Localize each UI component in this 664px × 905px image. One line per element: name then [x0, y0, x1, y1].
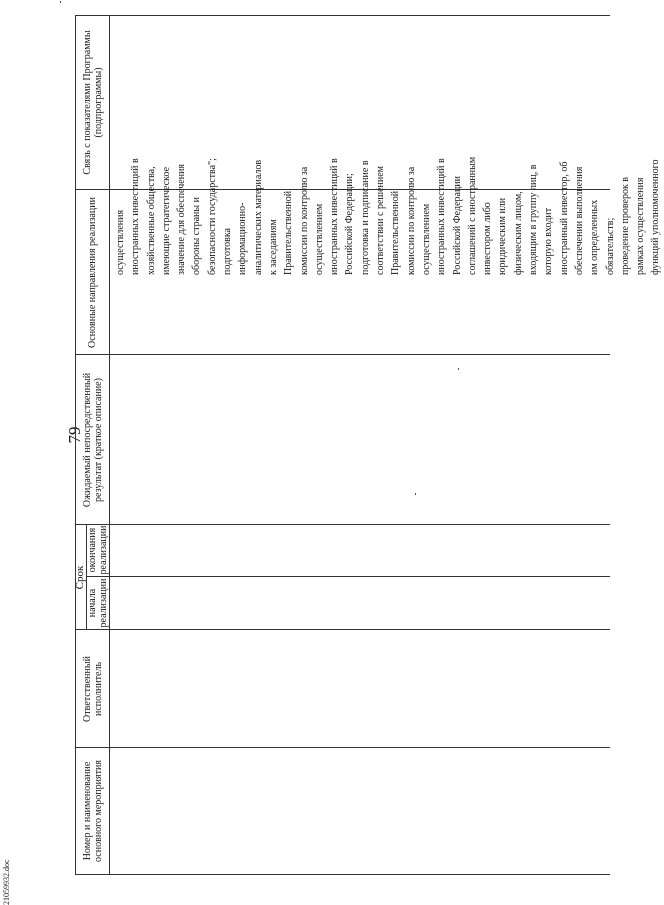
directions-line: аналитических материалов [252, 159, 264, 275]
directions-line: обязательств; [604, 217, 616, 275]
directions-line: комиссии по контролю за [298, 166, 310, 275]
header-bottom-border [109, 15, 110, 875]
header-end: окончания реализации [87, 525, 109, 575]
directions-line: Правительственной [390, 190, 402, 275]
directions-line: иностранных инвестиций в [130, 158, 142, 275]
directions-line: к заседаниям [267, 219, 279, 275]
directions-line: подготовка [222, 228, 234, 275]
column-divider [75, 524, 610, 525]
directions-line: иностранных инвестиций в [436, 158, 448, 275]
directions-line: иностранных инвестиций в [329, 158, 341, 275]
scan-speck [60, 1, 61, 3]
directions-line: им определенных [589, 199, 601, 275]
directions-line: иностранный инвестор, об [558, 161, 570, 275]
directions-line: функций уполномоченного [650, 159, 662, 275]
column-divider [75, 747, 610, 748]
directions-line: юридическим или [497, 197, 509, 275]
document-code: 21059932.doc [2, 859, 11, 905]
directions-line: безопасности государства"; [206, 158, 218, 275]
directions-line: хозяйственные общества, [145, 166, 157, 275]
directions-line: Правительственной [283, 190, 295, 275]
directions-line: которую входит [543, 207, 555, 275]
table-left-border [75, 874, 610, 875]
page-number: 79 [65, 426, 84, 444]
scan-speck [415, 493, 416, 495]
directions-line: проведение проверок в [619, 176, 631, 275]
column-divider [86, 576, 610, 577]
directions-line: соответствии с решением [375, 166, 387, 275]
directions-line: инвестором либо [482, 202, 494, 275]
header-deadline: Срок [74, 565, 86, 590]
directions-line: Российской Федерации; [344, 173, 356, 275]
scan-speck [458, 368, 459, 370]
column-divider [75, 629, 610, 630]
directions-line: обороны страны и [191, 197, 203, 275]
header-program-link: Связь с показателями Программы (подпрограммы) [81, 30, 104, 175]
directions-line: значение для обеспечения [176, 163, 188, 275]
directions-line: физическим лицом, [512, 191, 524, 275]
directions-line: соглашений с иностранным [466, 156, 478, 275]
directions-line: имеющие стратегическое [160, 166, 172, 275]
header-expected-result: Ожидаемый непосредственный результат (краткое описание) [81, 372, 104, 508]
main-directions-text [113, 15, 664, 275]
directions-line: информационно- [237, 202, 249, 275]
header-number-and-name: Номер и наименование основного мероприятия [81, 760, 104, 862]
directions-line: комиссии по контролю за [405, 166, 417, 275]
directions-line: обеспечении выполнения [573, 166, 585, 275]
directions-line: осуществлением [313, 203, 325, 275]
directions-line: осуществления [115, 209, 126, 275]
directions-line: Российской Федерации [451, 175, 463, 275]
header-main-directions: Основные направления реализации [87, 197, 98, 348]
column-divider [75, 354, 610, 355]
header-executor: Ответственный исполнитель [81, 656, 104, 722]
directions-line: рамках осуществления [635, 177, 647, 275]
directions-line: осуществлением [420, 203, 432, 275]
directions-line: подготовка и подписание в [359, 160, 371, 275]
header-start: начала реализации [87, 578, 109, 628]
directions-line: входящим в группу лиц, в [528, 164, 540, 275]
rotated-page [65, 15, 662, 875]
